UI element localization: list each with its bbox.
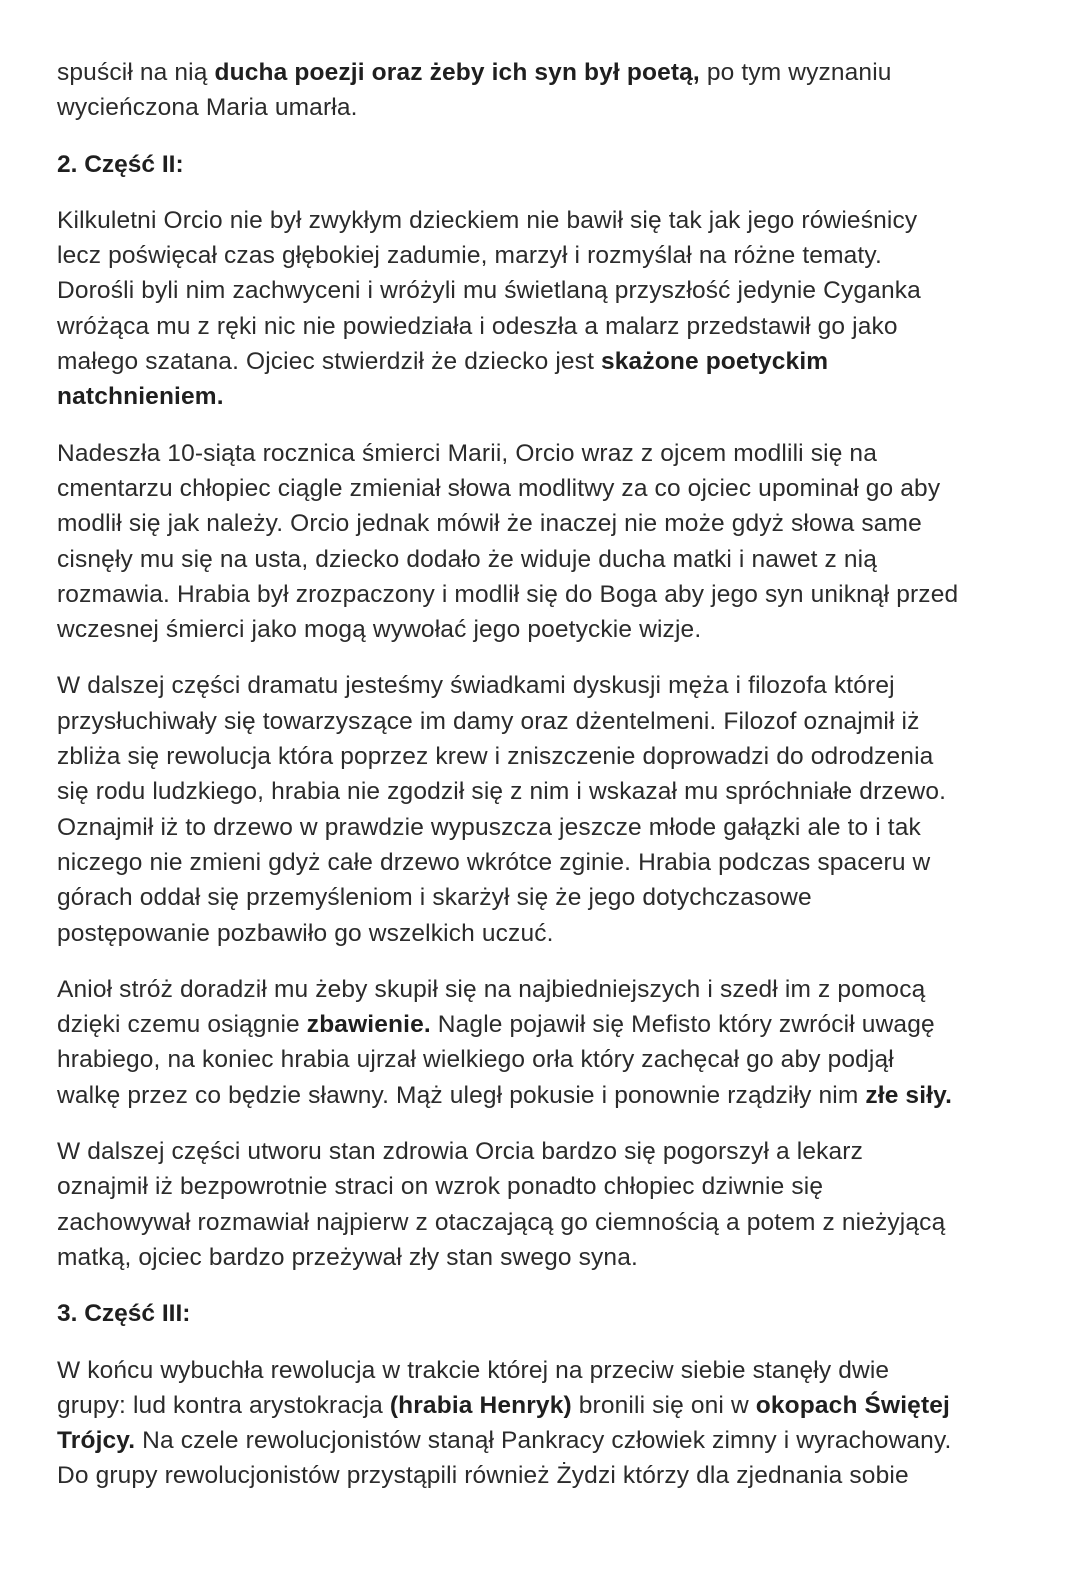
text-run: matką, ojciec bardzo przeżywał zły stan swego syna. bbox=[57, 1243, 638, 1271]
text-run: wycieńczona Maria umarła. bbox=[57, 94, 358, 122]
text-run: zbliża się rewolucja która poprzez krew i zniszczenie doprowadzi do odrodzenia bbox=[57, 743, 934, 771]
text-run: po tym wyznaniu bbox=[699, 59, 892, 86]
bold-text: natchnieniem. bbox=[57, 383, 224, 411]
text-run: się rodu ludzkiego, hrabia nie zgodził się z nim i wskazał mu spróchniałe drzewo. bbox=[57, 778, 947, 806]
text-run: lecz poświęcał czas głębokiej zadumie, marzył i rozmyślał na różne tematy. bbox=[57, 242, 882, 270]
paragraph-orcio-childhood bbox=[57, 203, 1040, 415]
text-run: Nadeszła 10-siąta rocznica śmierci Marii, Orcio wraz z ojcem modlili się na bbox=[57, 439, 877, 467]
bold-text: złe siły. bbox=[865, 1081, 953, 1109]
text-run: zachowywał rozmawiał najpierw z otaczającą go ciemnością a potem z nieżyjącą bbox=[57, 1208, 946, 1236]
document-body bbox=[57, 55, 1040, 1494]
text-run: dzięki czemu osiągnie bbox=[57, 1011, 307, 1039]
text-run: modlił się jak należy. Orcio jednak mówił że inaczej nie może gdyż słowa same bbox=[57, 510, 922, 538]
text-run: cmentarzu chłopiec ciągle zmieniał słowa modlitwy za co ojciec upominał go aby bbox=[57, 474, 941, 502]
text-run: bronili się oni w bbox=[571, 1391, 756, 1419]
paragraph-revolution bbox=[57, 1353, 1040, 1494]
text-run: spuścił na nią bbox=[57, 59, 215, 86]
bold-text: (hrabia Henryk) bbox=[389, 1391, 572, 1419]
bold-text: zbawienie. bbox=[306, 1011, 431, 1039]
paragraph-orcio-illness bbox=[57, 1134, 1040, 1275]
bold-text: 2. Część II: bbox=[57, 150, 184, 178]
text-run: Nagle pojawił się Mefisto który zwrócił uwagę bbox=[430, 1011, 935, 1039]
text-run: W końcu wybuchła rewolucja w trakcie której na przeciw siebie stanęły dwie bbox=[57, 1356, 890, 1384]
bold-text: 3. Część III: bbox=[57, 1300, 191, 1328]
bold-text: ducha poezji oraz żeby ich syn był poetą, bbox=[214, 59, 700, 86]
text-run: Anioł stróż doradził mu żeby skupił się na najbiedniejszych i szedł im z pomocą bbox=[57, 975, 926, 1003]
text-run: W dalszej części utworu stan zdrowia Orcia bardzo się pogorszył a lekarz bbox=[57, 1138, 863, 1166]
paragraph-intro-end bbox=[57, 55, 1040, 126]
paragraph-cemetery bbox=[57, 436, 1040, 648]
text-run: małego szatana. Ojciec stwierdził że dziecko jest bbox=[57, 348, 601, 376]
bold-text: Trójcy. bbox=[57, 1427, 136, 1455]
text-run: grupy: lud kontra arystokracja bbox=[57, 1391, 390, 1419]
text-run: wczesnej śmierci jako mogą wywołać jego poetyckie wizje. bbox=[57, 616, 702, 644]
text-run: cisnęły mu się na usta, dziecko dodało że widuje ducha matki i nawet z nią bbox=[57, 545, 878, 573]
text-run: rozmawia. Hrabia był zrozpaczony i modlił się do Boga aby jego syn uniknął przed bbox=[57, 580, 959, 608]
bold-text: skażone poetyckim bbox=[601, 348, 829, 376]
paragraph-guardian-angel bbox=[57, 972, 1040, 1113]
text-run: niczego nie zmieni gdyż całe drzewo wkrótce zginie. Hrabia podczas spaceru w bbox=[57, 848, 931, 876]
text-run: Kilkuletni Orcio nie był zwykłym dzieckiem nie bawił się tak jak jego rówieśnicy bbox=[57, 206, 918, 234]
text-run: Dorośli byli nim zachwyceni i wróżyli mu świetlaną przyszłość jedynie Cyganka bbox=[57, 277, 921, 305]
text-run: górach oddał się przemyśleniom i skarżył się że jego dotychczasowe bbox=[57, 884, 812, 912]
text-run: wróżąca mu z ręki nic nie powiedziała i odeszła a malarz przedstawił go jako bbox=[57, 312, 898, 340]
text-run: oznajmił iż bezpowrotnie straci on wzrok ponadto chłopiec dziwnie się bbox=[57, 1173, 824, 1201]
text-run: postępowanie pozbawiło go wszelkich uczuć. bbox=[57, 919, 554, 947]
paragraph-philosopher-discussion bbox=[57, 668, 1040, 950]
section-heading-part-3 bbox=[57, 1296, 1040, 1331]
text-run: walkę przez co będzie sławny. Mąż uległ pokusie i ponownie rządziły nim bbox=[57, 1081, 866, 1109]
bold-text: okopach Świętej bbox=[755, 1391, 950, 1419]
text-run: hrabiego, na koniec hrabia ujrzał wielkiego orła który zachęcał go aby podjął bbox=[57, 1046, 894, 1074]
text-run: W dalszej części dramatu jesteśmy świadkami dyskusji męża i filozofa której bbox=[57, 672, 895, 700]
text-run: Do grupy rewolucjonistów przystąpili również Żydzi którzy dla zjednania sobie bbox=[57, 1462, 909, 1490]
text-run: Na czele rewolucjonistów stanął Pankracy człowiek zimny i wyrachowany. bbox=[135, 1427, 952, 1455]
text-run: przysłuchiwały się towarzyszące im damy oraz dżentelmeni. Filozof oznajmił iż bbox=[57, 707, 920, 735]
section-heading-part-2 bbox=[57, 147, 1040, 182]
text-run: Oznajmił iż to drzewo w prawdzie wypuszcza jeszcze młode gałązki ale to i tak bbox=[57, 813, 921, 841]
